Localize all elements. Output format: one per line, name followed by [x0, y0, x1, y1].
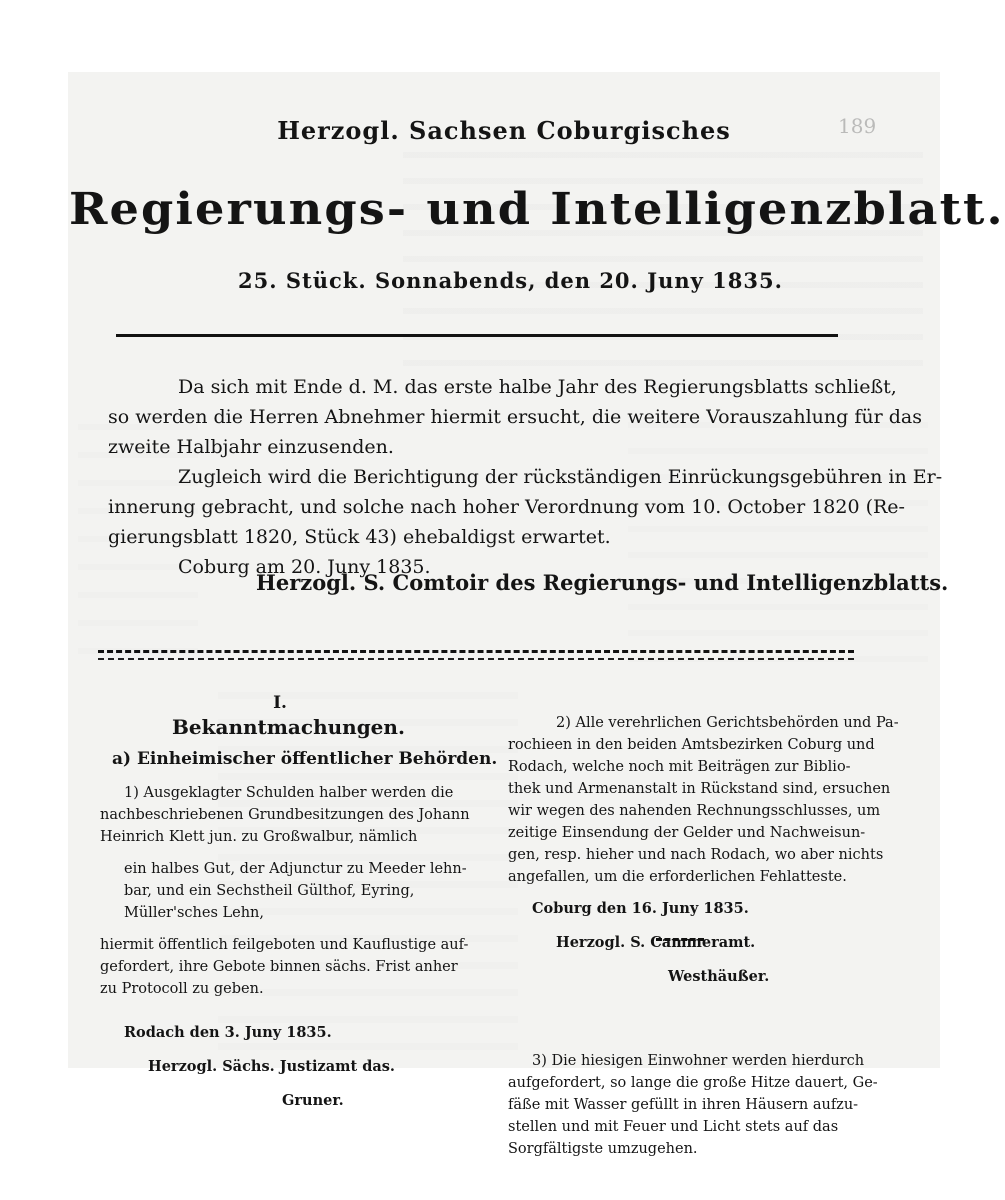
- text-line: ein halbes Gut, der Adjunctur zu Meeder lehn-: [124, 861, 467, 877]
- announcement-date: Coburg den 16. Juny 1835.: [532, 900, 749, 917]
- newspaper-page: [68, 72, 1005, 1157]
- announcement-1: [100, 782, 490, 848]
- page-number: 189: [838, 114, 877, 138]
- text-line: 1) Ausgeklagter Schulden halber werden die: [124, 785, 454, 801]
- text-line: gefordert, ihre Gebote binnen sächs. Frist anher: [100, 959, 458, 975]
- section-divider: [98, 658, 854, 660]
- text-line: nachbeschriebenen Grundbesitzungen des Johann: [100, 807, 470, 823]
- header-rule: [116, 334, 838, 337]
- notice-line: Zugleich wird die Berichtigung der rückständigen Einrückungsgebühren in Er-: [178, 466, 943, 488]
- masthead-title: Regierungs- und Intelligenzblatt.: [69, 184, 1005, 235]
- announcement-2: [508, 712, 928, 888]
- issuing-office: Herzogl. S. Cammeramt.: [556, 934, 756, 951]
- text-line: fäße mit Wasser gefüllt in ihren Häusern aufzu-: [508, 1097, 859, 1113]
- notice-line: Da sich mit Ende d. M. das erste halbe Jahr des Regierungsblatts schließt,: [178, 376, 897, 398]
- text-line: Rodach, welche noch mit Beiträgen zur Biblio-: [508, 759, 851, 775]
- left-column: [100, 692, 498, 1112]
- bleed-through-text: [403, 132, 923, 382]
- subsection-title: a) Einheimischer öffentlicher Behörden.: [112, 749, 498, 769]
- signer: Westhäußer.: [668, 968, 770, 985]
- section-number: I.: [273, 693, 287, 713]
- notice-line: gierungsblatt 1820, Stück 43) ehebaldigst erwartet.: [108, 526, 611, 548]
- announcement-1-end: [100, 934, 490, 1000]
- text-line: zeitige Einsendung der Gelder und Nachweisun-: [508, 825, 866, 841]
- text-line: Heinrich Klett jun. zu Großwalbur, nämlich: [100, 829, 418, 845]
- text-line: angefallen, um die erforderlichen Fehlatteste.: [508, 869, 847, 885]
- signer: Gruner.: [282, 1092, 344, 1109]
- issue-line: 25. Stück. Sonnabends, den 20. Juny 1835.: [238, 268, 783, 293]
- text-line: 3) Die hiesigen Einwohner werden hierdurch: [532, 1053, 865, 1069]
- notice-date: Coburg am 20. Juny 1835.: [178, 556, 431, 578]
- announcement-3: [508, 1050, 928, 1160]
- text-line: Müller'sches Lehn,: [124, 905, 264, 921]
- notice-line: zweite Halbjahr einzusenden.: [108, 436, 394, 458]
- right-column: [508, 712, 928, 1170]
- notice-line: innerung gebracht, und solche nach hoher Verordnung vom 10. October 1820 (Re-: [108, 496, 905, 518]
- text-line: hiermit öffentlich feilgeboten und Kauflustige auf-: [100, 937, 469, 953]
- short-divider: [656, 938, 704, 941]
- text-line: bar, und ein Sechstheil Gülthof, Eyring,: [124, 883, 415, 899]
- text-line: zu Protocoll zu geben.: [100, 981, 264, 997]
- text-line: 2) Alle verehrlichen Gerichtsbehörden und Pa-: [556, 715, 899, 731]
- text-line: rochieen in den beiden Amtsbezirken Coburg und: [508, 737, 875, 753]
- publisher-line: Herzogl. Sachsen Coburgisches: [277, 116, 731, 145]
- section-divider: [98, 650, 854, 653]
- notice-signature: Herzogl. S. Comtoir des Regierungs- und Intelligenzblatts.: [256, 570, 949, 595]
- issuing-office: Herzogl. Sächs. Justizamt das.: [148, 1058, 395, 1075]
- property-list: [100, 858, 490, 924]
- subscription-notice: [108, 372, 942, 582]
- text-line: aufgefordert, so lange die große Hitze dauert, Ge-: [508, 1075, 878, 1091]
- notice-line: so werden die Herren Abnehmer hiermit ersucht, die weitere Vorauszahlung für das: [108, 406, 922, 428]
- text-line: stellen und mit Feuer und Licht stets auf das: [508, 1119, 839, 1135]
- text-line: gen, resp. hieher und nach Rodach, wo aber nichts: [508, 847, 884, 863]
- announcement-date: Rodach den 3. Juny 1835.: [124, 1024, 332, 1041]
- section-title: Bekanntmachungen.: [172, 715, 405, 739]
- text-line: Sorgfältigste umzugehen.: [508, 1141, 698, 1157]
- text-line: thek und Armenanstalt in Rückstand sind, ersuchen: [508, 781, 891, 797]
- text-line: wir wegen des nahenden Rechnungsschlusses, um: [508, 803, 881, 819]
